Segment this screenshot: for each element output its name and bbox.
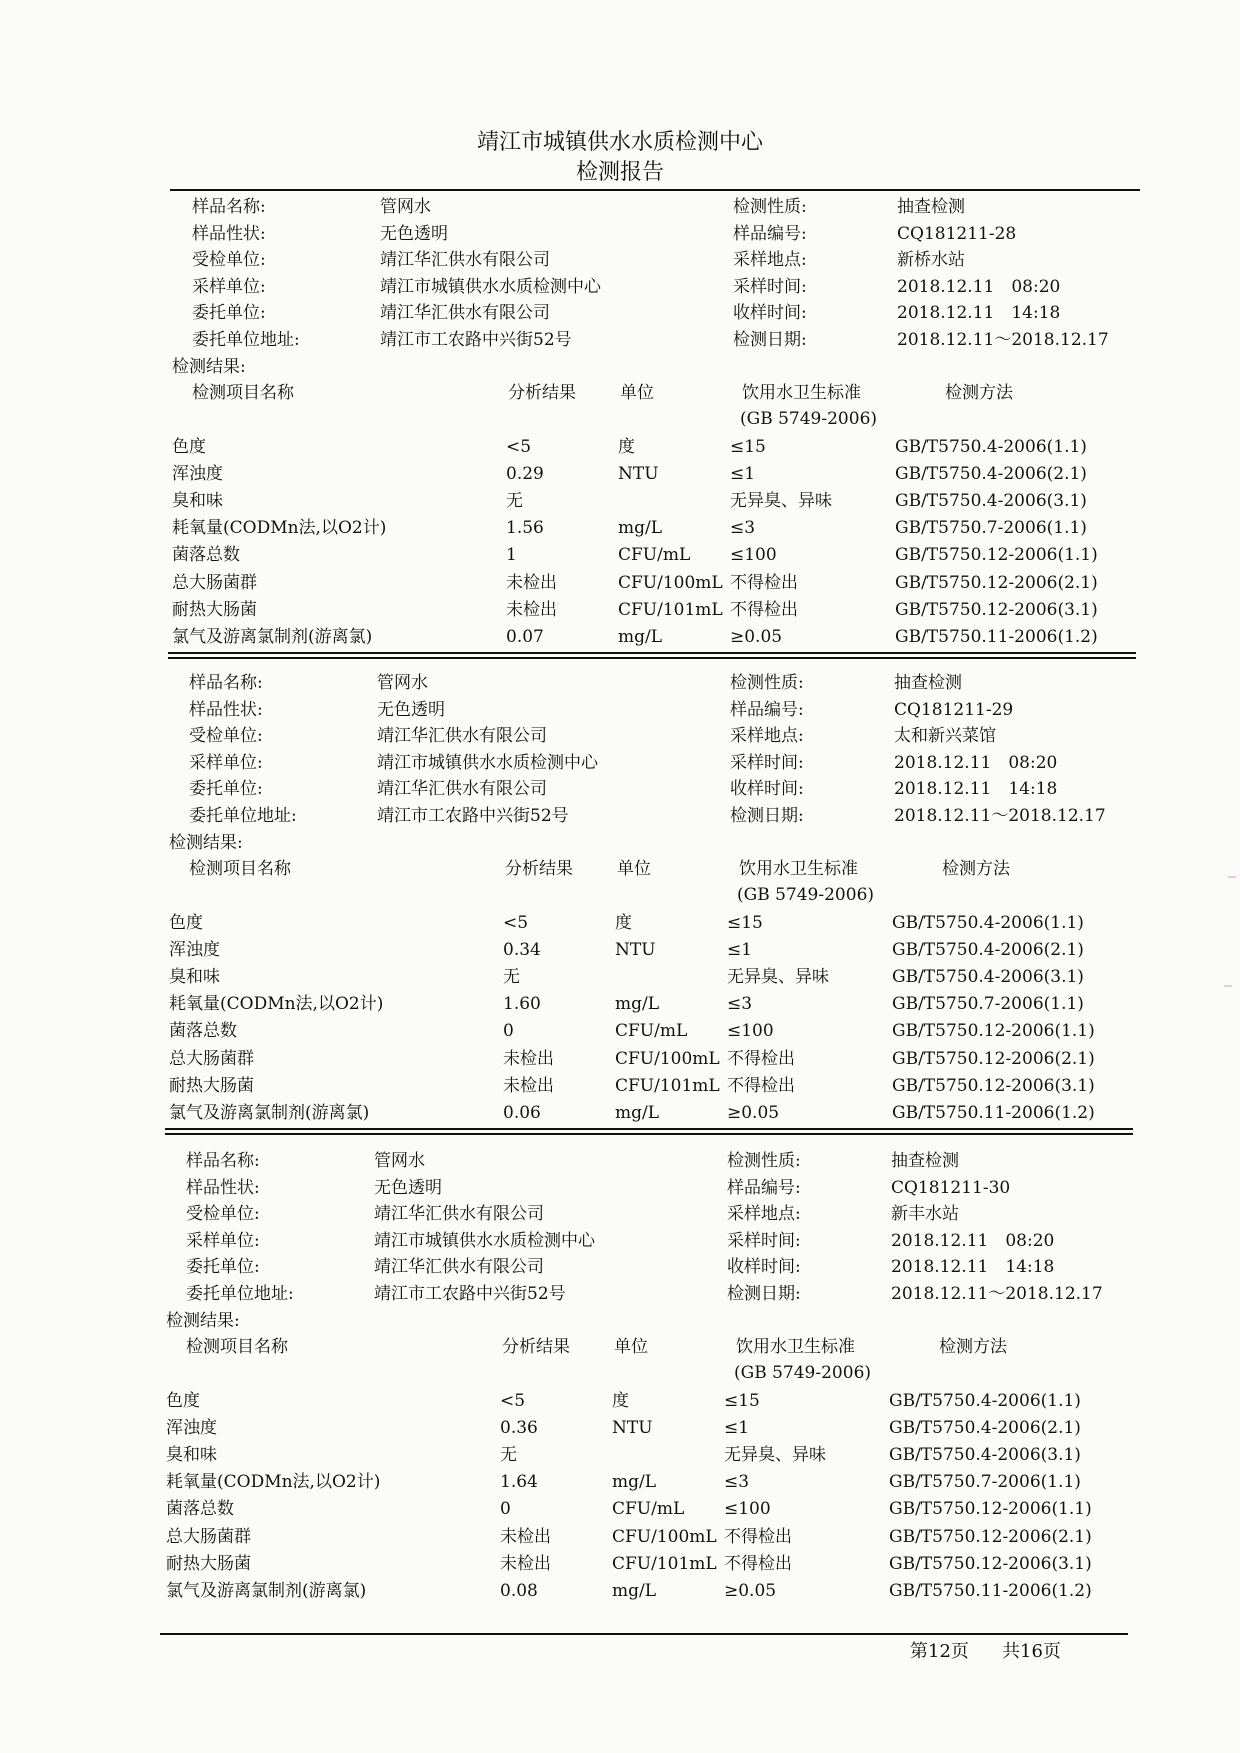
field-value: 2018.12.11 08:20: [891, 1230, 1055, 1251]
cell-standard: 不得检出: [730, 572, 798, 593]
cell-standard: 不得检出: [730, 599, 798, 620]
cell-result: 未检出: [506, 572, 557, 593]
field-label: 检测性质:: [733, 197, 807, 217]
cell-item: 菌落总数: [172, 545, 240, 566]
field-value: 管网水: [374, 1151, 425, 1171]
cell-unit: 度: [618, 437, 635, 457]
cell-item: 色度: [166, 1391, 200, 1411]
column-header-standard: 饮用水卫生标准: [736, 1337, 855, 1357]
column-header-item: 检测项目名称: [192, 383, 294, 403]
field-value: 靖江华汇供水有限公司: [374, 1204, 544, 1225]
field-label: 采样时间:: [730, 752, 804, 773]
field-value: CQ181211-29: [894, 699, 1014, 720]
header-rule: [170, 189, 1140, 191]
cell-method: GB/T5750.12-2006(3.1): [892, 1075, 1095, 1096]
column-header-result: 分析结果: [508, 383, 576, 403]
cell-standard: ≥0.05: [727, 1102, 780, 1123]
cell-result: 未检出: [500, 1553, 551, 1574]
cell-standard: 不得检出: [724, 1526, 792, 1547]
cell-result: 0.06: [503, 1102, 541, 1123]
cell-method: GB/T5750.12-2006(3.1): [895, 599, 1098, 620]
column-header-standard-code: (GB 5749-2006): [740, 409, 878, 429]
section-divider: [165, 1128, 1133, 1130]
cell-unit: CFU/mL: [612, 1499, 685, 1520]
column-header-item: 检测项目名称: [186, 1337, 288, 1357]
section-divider: [165, 1133, 1133, 1135]
field-label: 委托单位:: [186, 1257, 260, 1278]
field-value: 新丰水站: [891, 1204, 959, 1225]
field-value: 2018.12.11～2018.12.17: [897, 330, 1109, 350]
field-value: 管网水: [377, 673, 428, 693]
cell-item: 耐热大肠菌: [169, 1075, 254, 1096]
cell-item: 总大肠菌群: [166, 1526, 251, 1547]
cell-standard: 无异臭、异味: [730, 491, 832, 512]
field-value: 靖江市工农路中兴街52号: [380, 330, 572, 350]
field-value: 无色透明: [377, 699, 445, 720]
cell-result: 1.56: [506, 518, 544, 539]
cell-result: 0.29: [506, 464, 544, 485]
cell-method: GB/T5750.4-2006(1.1): [895, 437, 1087, 457]
field-label: 收样时间:: [733, 303, 807, 324]
field-label: 委托单位地址:: [192, 330, 300, 350]
cell-method: GB/T5750.12-2006(1.1): [889, 1499, 1092, 1520]
cell-standard: ≤15: [727, 913, 763, 933]
field-value: 无色透明: [380, 223, 448, 244]
doc-title: 检测报告: [575, 160, 664, 185]
field-label: 收样时间:: [727, 1257, 801, 1278]
cell-unit: mg/L: [612, 1472, 657, 1493]
cell-unit: CFU/101mL: [615, 1075, 720, 1096]
cell-unit: CFU/100mL: [615, 1048, 720, 1069]
field-label: 采样时间:: [727, 1230, 801, 1251]
cell-item: 臭和味: [169, 967, 220, 988]
section-divider: [168, 657, 1136, 659]
cell-result: <5: [500, 1391, 526, 1411]
page-number: 第12页: [910, 1641, 969, 1662]
field-label: 受检单位:: [192, 250, 266, 271]
cell-item: 菌落总数: [166, 1499, 234, 1520]
cell-result: 未检出: [503, 1048, 554, 1069]
cell-method: GB/T5750.12-2006(1.1): [895, 545, 1098, 566]
column-header-item: 检测项目名称: [189, 859, 291, 879]
cell-standard: ≤1: [727, 940, 753, 961]
cell-unit: CFU/101mL: [618, 599, 723, 620]
field-value: 靖江市工农路中兴街52号: [377, 806, 569, 826]
cell-result: <5: [506, 437, 532, 457]
column-header-standard-code: (GB 5749-2006): [737, 885, 875, 905]
cell-result: 无: [500, 1445, 517, 1466]
field-value: 新桥水站: [897, 250, 965, 271]
field-label: 检测性质:: [727, 1151, 801, 1171]
column-header-standard: 饮用水卫生标准: [739, 859, 858, 879]
field-value: 抽查检测: [897, 197, 965, 217]
field-label: 受检单位:: [186, 1204, 260, 1225]
field-value: 靖江市城镇供水水质检测中心: [380, 276, 601, 297]
cell-result: 1.64: [500, 1472, 538, 1493]
cell-unit: CFU/100mL: [618, 572, 723, 593]
cell-method: GB/T5750.4-2006(3.1): [889, 1445, 1081, 1466]
field-value: CQ181211-30: [891, 1177, 1011, 1198]
cell-result: 0.08: [500, 1580, 538, 1601]
cell-item: 耐热大肠菌: [166, 1553, 251, 1574]
cell-standard: ≥0.05: [724, 1580, 777, 1601]
cell-unit: 度: [615, 913, 632, 933]
field-label: 委托单位地址:: [189, 806, 297, 826]
field-value: 靖江华汇供水有限公司: [374, 1257, 544, 1278]
field-value: 2018.12.11 08:20: [897, 276, 1061, 297]
cell-standard: ≤15: [730, 437, 766, 457]
section-divider: [168, 652, 1136, 654]
cell-item: 臭和味: [172, 491, 223, 512]
cell-standard: 无异臭、异味: [724, 1445, 826, 1466]
cell-item: 色度: [169, 913, 203, 933]
cell-result: 1: [506, 545, 517, 566]
field-value: 太和新兴菜馆: [894, 726, 996, 747]
cell-standard: ≤1: [730, 464, 756, 485]
cell-unit: mg/L: [618, 626, 663, 647]
column-header-unit: 单位: [614, 1337, 648, 1357]
field-label: 样品性状:: [192, 223, 266, 244]
cell-unit: mg/L: [615, 1102, 660, 1123]
page-total: 共16页: [1002, 1641, 1061, 1662]
cell-method: GB/T5750.11-2006(1.2): [895, 626, 1098, 647]
field-label: 委托单位:: [192, 303, 266, 324]
field-value: 无色透明: [374, 1177, 442, 1198]
cell-item: 菌落总数: [169, 1021, 237, 1042]
cell-result: 无: [506, 491, 523, 512]
column-header-standard-code: (GB 5749-2006): [734, 1363, 872, 1383]
org-title: 靖江市城镇供水水质检测中心: [476, 130, 763, 155]
cell-method: GB/T5750.11-2006(1.2): [892, 1102, 1095, 1123]
cell-unit: CFU/mL: [618, 545, 691, 566]
cell-unit: mg/L: [618, 518, 663, 539]
field-label: 样品名称:: [192, 197, 266, 217]
cell-result: 0.07: [506, 626, 544, 647]
field-value: 靖江市工农路中兴街52号: [374, 1284, 566, 1304]
cell-result: 未检出: [500, 1526, 551, 1547]
cell-method: GB/T5750.7-2006(1.1): [892, 994, 1084, 1015]
cell-item: 耗氧量(CODMn法,以O2计): [169, 994, 384, 1015]
field-label: 样品编号:: [727, 1177, 801, 1198]
cell-standard: ≥0.05: [730, 626, 783, 647]
cell-result: 未检出: [506, 599, 557, 620]
cell-result: 未检出: [503, 1075, 554, 1096]
cell-standard: ≤100: [724, 1499, 771, 1520]
field-label: 样品编号:: [730, 699, 804, 720]
field-value: 靖江华汇供水有限公司: [377, 779, 547, 800]
column-header-method: 检测方法: [945, 383, 1013, 403]
cell-method: GB/T5750.11-2006(1.2): [889, 1580, 1092, 1601]
field-value: 抽查检测: [894, 673, 962, 693]
cell-method: GB/T5750.12-2006(3.1): [889, 1553, 1092, 1574]
cell-item: 浑浊度: [169, 940, 220, 961]
scan-mark: [1228, 876, 1236, 878]
cell-item: 总大肠菌群: [169, 1048, 254, 1069]
field-label: 样品名称:: [186, 1151, 260, 1171]
cell-method: GB/T5750.7-2006(1.1): [895, 518, 1087, 539]
field-label: 采样地点:: [733, 250, 807, 271]
field-label: 样品名称:: [189, 673, 263, 693]
cell-unit: NTU: [615, 940, 656, 961]
field-label: 委托单位地址:: [186, 1284, 294, 1304]
cell-method: GB/T5750.4-2006(1.1): [889, 1391, 1081, 1411]
results-heading: 检测结果:: [172, 357, 246, 377]
cell-method: GB/T5750.12-2006(2.1): [895, 572, 1098, 593]
field-label: 样品编号:: [733, 223, 807, 244]
results-heading: 检测结果:: [169, 833, 243, 853]
field-label: 采样地点:: [730, 726, 804, 747]
field-label: 收样时间:: [730, 779, 804, 800]
cell-result: 0.36: [500, 1418, 538, 1439]
cell-item: 耐热大肠菌: [172, 599, 257, 620]
cell-method: GB/T5750.4-2006(3.1): [892, 967, 1084, 988]
cell-item: 浑浊度: [172, 464, 223, 485]
results-heading: 检测结果:: [166, 1311, 240, 1331]
cell-result: 0: [503, 1021, 514, 1042]
column-header-result: 分析结果: [502, 1337, 570, 1357]
cell-item: 总大肠菌群: [172, 572, 257, 593]
field-label: 采样单位:: [186, 1230, 260, 1251]
footer-rule: [160, 1633, 1128, 1635]
field-label: 采样时间:: [733, 276, 807, 297]
field-value: 靖江华汇供水有限公司: [380, 250, 550, 271]
field-label: 受检单位:: [189, 726, 263, 747]
cell-standard: ≤100: [730, 545, 777, 566]
cell-method: GB/T5750.12-2006(2.1): [889, 1526, 1092, 1547]
cell-item: 氯气及游离氯制剂(游离氯): [166, 1580, 367, 1601]
field-label: 采样地点:: [727, 1204, 801, 1225]
cell-item: 耗氧量(CODMn法,以O2计): [172, 518, 387, 539]
cell-unit: mg/L: [612, 1580, 657, 1601]
field-value: 管网水: [380, 197, 431, 217]
cell-item: 氯气及游离氯制剂(游离氯): [172, 626, 373, 647]
cell-unit: 度: [612, 1391, 629, 1411]
field-value: 靖江华汇供水有限公司: [377, 726, 547, 747]
cell-method: GB/T5750.4-2006(2.1): [892, 940, 1084, 961]
cell-method: GB/T5750.12-2006(2.1): [892, 1048, 1095, 1069]
field-label: 检测日期:: [733, 330, 807, 350]
cell-standard: 不得检出: [724, 1553, 792, 1574]
cell-standard: 不得检出: [727, 1075, 795, 1096]
cell-result: 0.34: [503, 940, 541, 961]
column-header-result: 分析结果: [505, 859, 573, 879]
field-value: CQ181211-28: [897, 223, 1017, 244]
field-label: 检测日期:: [727, 1284, 801, 1304]
scan-mark: [1224, 985, 1232, 987]
field-value: 抽查检测: [891, 1151, 959, 1171]
cell-unit: CFU/mL: [615, 1021, 688, 1042]
cell-method: GB/T5750.7-2006(1.1): [889, 1472, 1081, 1493]
cell-method: GB/T5750.12-2006(1.1): [892, 1021, 1095, 1042]
cell-item: 氯气及游离氯制剂(游离氯): [169, 1102, 370, 1123]
cell-result: 0: [500, 1499, 511, 1520]
field-label: 采样单位:: [192, 276, 266, 297]
field-value: 靖江华汇供水有限公司: [380, 303, 550, 324]
field-label: 样品性状:: [186, 1177, 260, 1198]
column-header-standard: 饮用水卫生标准: [742, 383, 861, 403]
cell-result: 1.60: [503, 994, 541, 1015]
cell-method: GB/T5750.4-2006(3.1): [895, 491, 1087, 512]
cell-item: 耗氧量(CODMn法,以O2计): [166, 1472, 381, 1493]
cell-method: GB/T5750.4-2006(1.1): [892, 913, 1084, 933]
cell-item: 浑浊度: [166, 1418, 217, 1439]
field-value: 2018.12.11 14:18: [891, 1257, 1055, 1278]
field-value: 2018.12.11 14:18: [894, 779, 1058, 800]
cell-result: <5: [503, 913, 529, 933]
field-value: 2018.12.11～2018.12.17: [894, 806, 1106, 826]
column-header-method: 检测方法: [942, 859, 1010, 879]
cell-standard: ≤3: [724, 1472, 750, 1493]
cell-unit: CFU/100mL: [612, 1526, 717, 1547]
cell-standard: ≤3: [730, 518, 756, 539]
cell-standard: ≤15: [724, 1391, 760, 1411]
field-label: 检测日期:: [730, 806, 804, 826]
column-header-unit: 单位: [617, 859, 651, 879]
cell-item: 臭和味: [166, 1445, 217, 1466]
field-label: 样品性状:: [189, 699, 263, 720]
column-header-method: 检测方法: [939, 1337, 1007, 1357]
field-value: 2018.12.11 14:18: [897, 303, 1061, 324]
field-value: 2018.12.11 08:20: [894, 752, 1058, 773]
cell-standard: 无异臭、异味: [727, 967, 829, 988]
cell-item: 色度: [172, 437, 206, 457]
cell-unit: CFU/101mL: [612, 1553, 717, 1574]
field-value: 2018.12.11～2018.12.17: [891, 1284, 1103, 1304]
cell-method: GB/T5750.4-2006(2.1): [895, 464, 1087, 485]
cell-standard: 不得检出: [727, 1048, 795, 1069]
cell-unit: NTU: [618, 464, 659, 485]
cell-standard: ≤100: [727, 1021, 774, 1042]
field-value: 靖江市城镇供水水质检测中心: [377, 752, 598, 773]
cell-method: GB/T5750.4-2006(2.1): [889, 1418, 1081, 1439]
field-label: 采样单位:: [189, 752, 263, 773]
cell-standard: ≤1: [724, 1418, 750, 1439]
field-value: 靖江市城镇供水水质检测中心: [374, 1230, 595, 1251]
field-label: 委托单位:: [189, 779, 263, 800]
cell-unit: NTU: [612, 1418, 653, 1439]
cell-standard: ≤3: [727, 994, 753, 1015]
cell-unit: mg/L: [615, 994, 660, 1015]
cell-result: 无: [503, 967, 520, 988]
field-label: 检测性质:: [730, 673, 804, 693]
column-header-unit: 单位: [620, 383, 654, 403]
